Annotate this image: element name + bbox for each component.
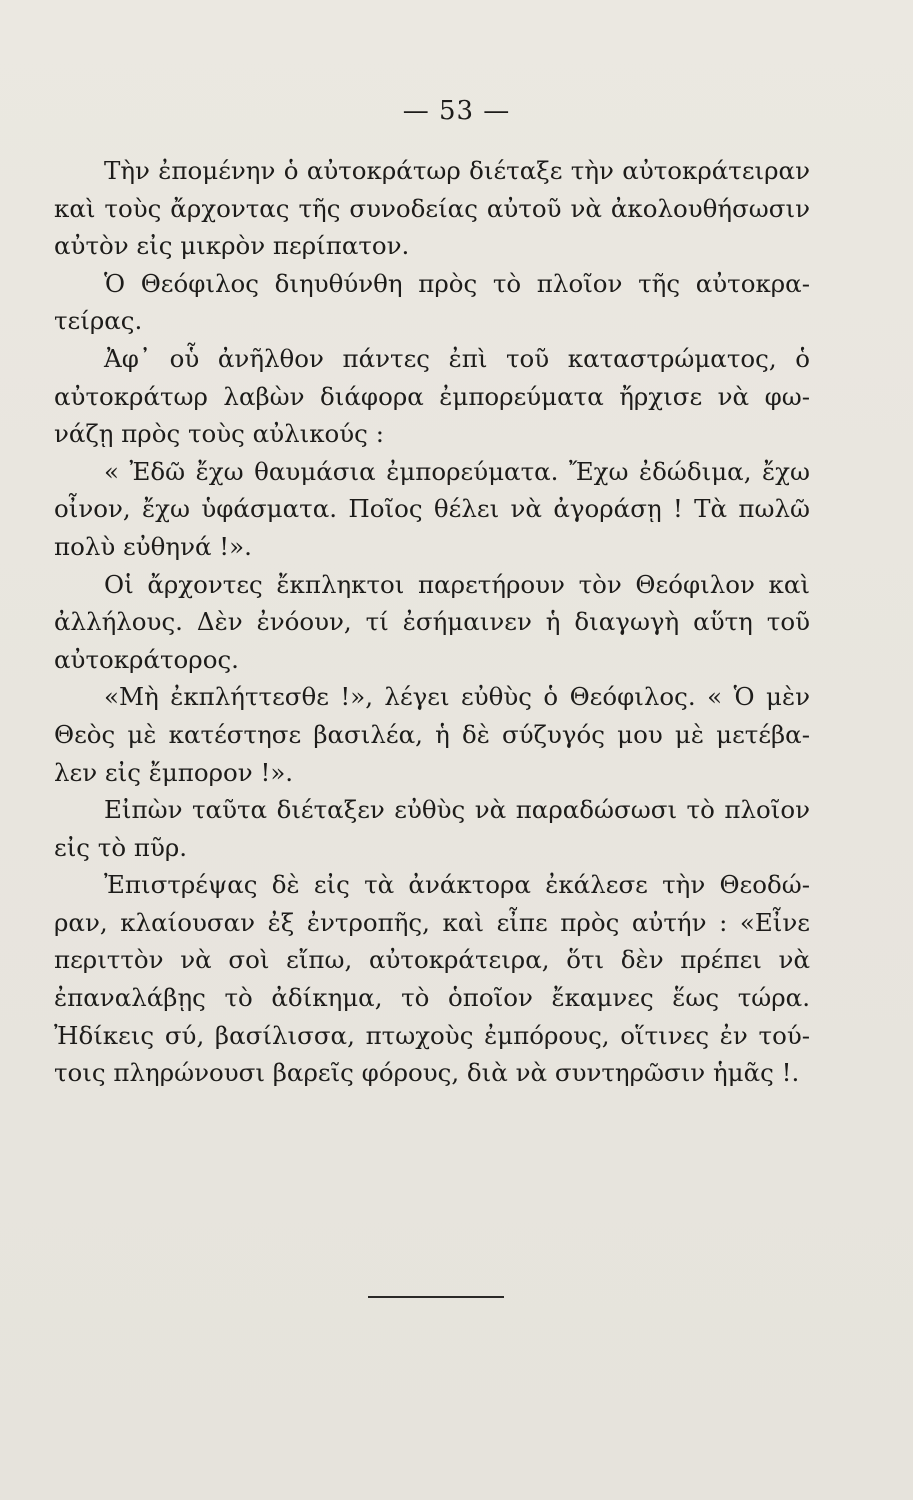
text-line: αὐτοκράτορος. xyxy=(54,644,239,674)
body-text xyxy=(54,152,810,1092)
text-line: αὐτοκράτωρ λαβὼν διάφορα ἐμπορεύματα ἤρχισε νὰ φω- xyxy=(54,381,810,411)
text-line: Ἐπιστρέψας δὲ εἰς τὰ ἀνάκτορα ἐκάλεσε τὴν Θεοδώ- xyxy=(104,870,810,900)
text-line: Θεὸς μὲ κατέστησε βασιλέα, ἡ δὲ σύζυγός μου μὲ μετέβα- xyxy=(54,719,810,749)
text-line: λεν εἰς ἔμπορον !». xyxy=(54,757,294,787)
end-rule xyxy=(368,1296,504,1298)
text-line: Εἰπὼν ταῦτα διέταξεν εὐθὺς νὰ παραδώσωσι τὸ πλοῖον xyxy=(104,795,810,825)
text-line: Ἠδίκεις σύ, βασίλισσα, πτωχοὺς ἐμπόρους, οἵτινες ἐν τού- xyxy=(54,1020,810,1050)
text-line: αὐτὸν εἰς μικρὸν περίπατον. xyxy=(54,231,410,261)
page-number: — 53 — xyxy=(402,96,511,126)
text-line: «Μὴ ἐκπλήττεσθε !», λέγει εὐθὺς ὁ Θεόφιλος. « Ὁ μὲν xyxy=(104,682,810,712)
text-line: Ὁ Θεόφιλος διηυθύνθη πρὸς τὸ πλοῖον τῆς αὐτοκρα- xyxy=(104,268,810,298)
text-line: καὶ τοὺς ἄρχοντας τῆς συνοδείας αὐτοῦ νὰ ἀκολουθήσωσιν xyxy=(54,193,810,223)
text-line: πολὺ εὐθηνά !». xyxy=(54,531,252,561)
text-line: Τὴν ἐπομένην ὁ αὐτοκράτωρ διέταξε τὴν αὐτοκράτειραν xyxy=(104,156,810,185)
text-line: οἶνον, ἔχω ὑφάσματα. Ποῖος θέλει νὰ ἀγοράσῃ ! Τὰ πωλῶ xyxy=(54,494,810,524)
text-line: ἀλλήλους. Δὲν ἐνόουν, τί ἐσήμαινεν ἡ διαγωγὴ αὕτη τοῦ xyxy=(54,607,810,637)
text-line: τοις πληρώνουσι βαρεῖς φόρους, διὰ νὰ συντηρῶσιν ἡμᾶς !. xyxy=(54,1058,800,1088)
text-line: περιττὸν νὰ σοὶ εἴπω, αὐτοκράτειρα, ὅτι δὲν πρέπει νὰ xyxy=(54,945,810,975)
text-line: νάζῃ πρὸς τοὺς αὐλικούς : xyxy=(54,419,384,449)
text-line: Οἱ ἄρχοντες ἔκπληκτοι παρετήρουν τὸν Θεόφιλον καὶ xyxy=(104,569,810,599)
text-line: « Ἐδῶ ἔχω θαυμάσια ἐμπορεύματα. Ἔχω ἐδώδιμα, ἔχω xyxy=(104,456,810,486)
text-line: Ἀφ᾽ οὗ ἀνῆλθον πάντες ἐπὶ τοῦ καταστρώματος, ὁ xyxy=(104,343,810,373)
text-line: τείρας. xyxy=(54,306,143,336)
text-line: ἐπαναλάβῃς τὸ ἀδίκημα, τὸ ὁποῖον ἔκαμνες ἕως τώρα. xyxy=(54,983,810,1013)
text-line: ραν, κλαίουσαν ἐξ ἐντροπῆς, καὶ εἶπε πρὸς αὐτήν : «Εἶνε xyxy=(54,907,810,937)
text-line: εἰς τὸ πῦρ. xyxy=(54,832,188,862)
